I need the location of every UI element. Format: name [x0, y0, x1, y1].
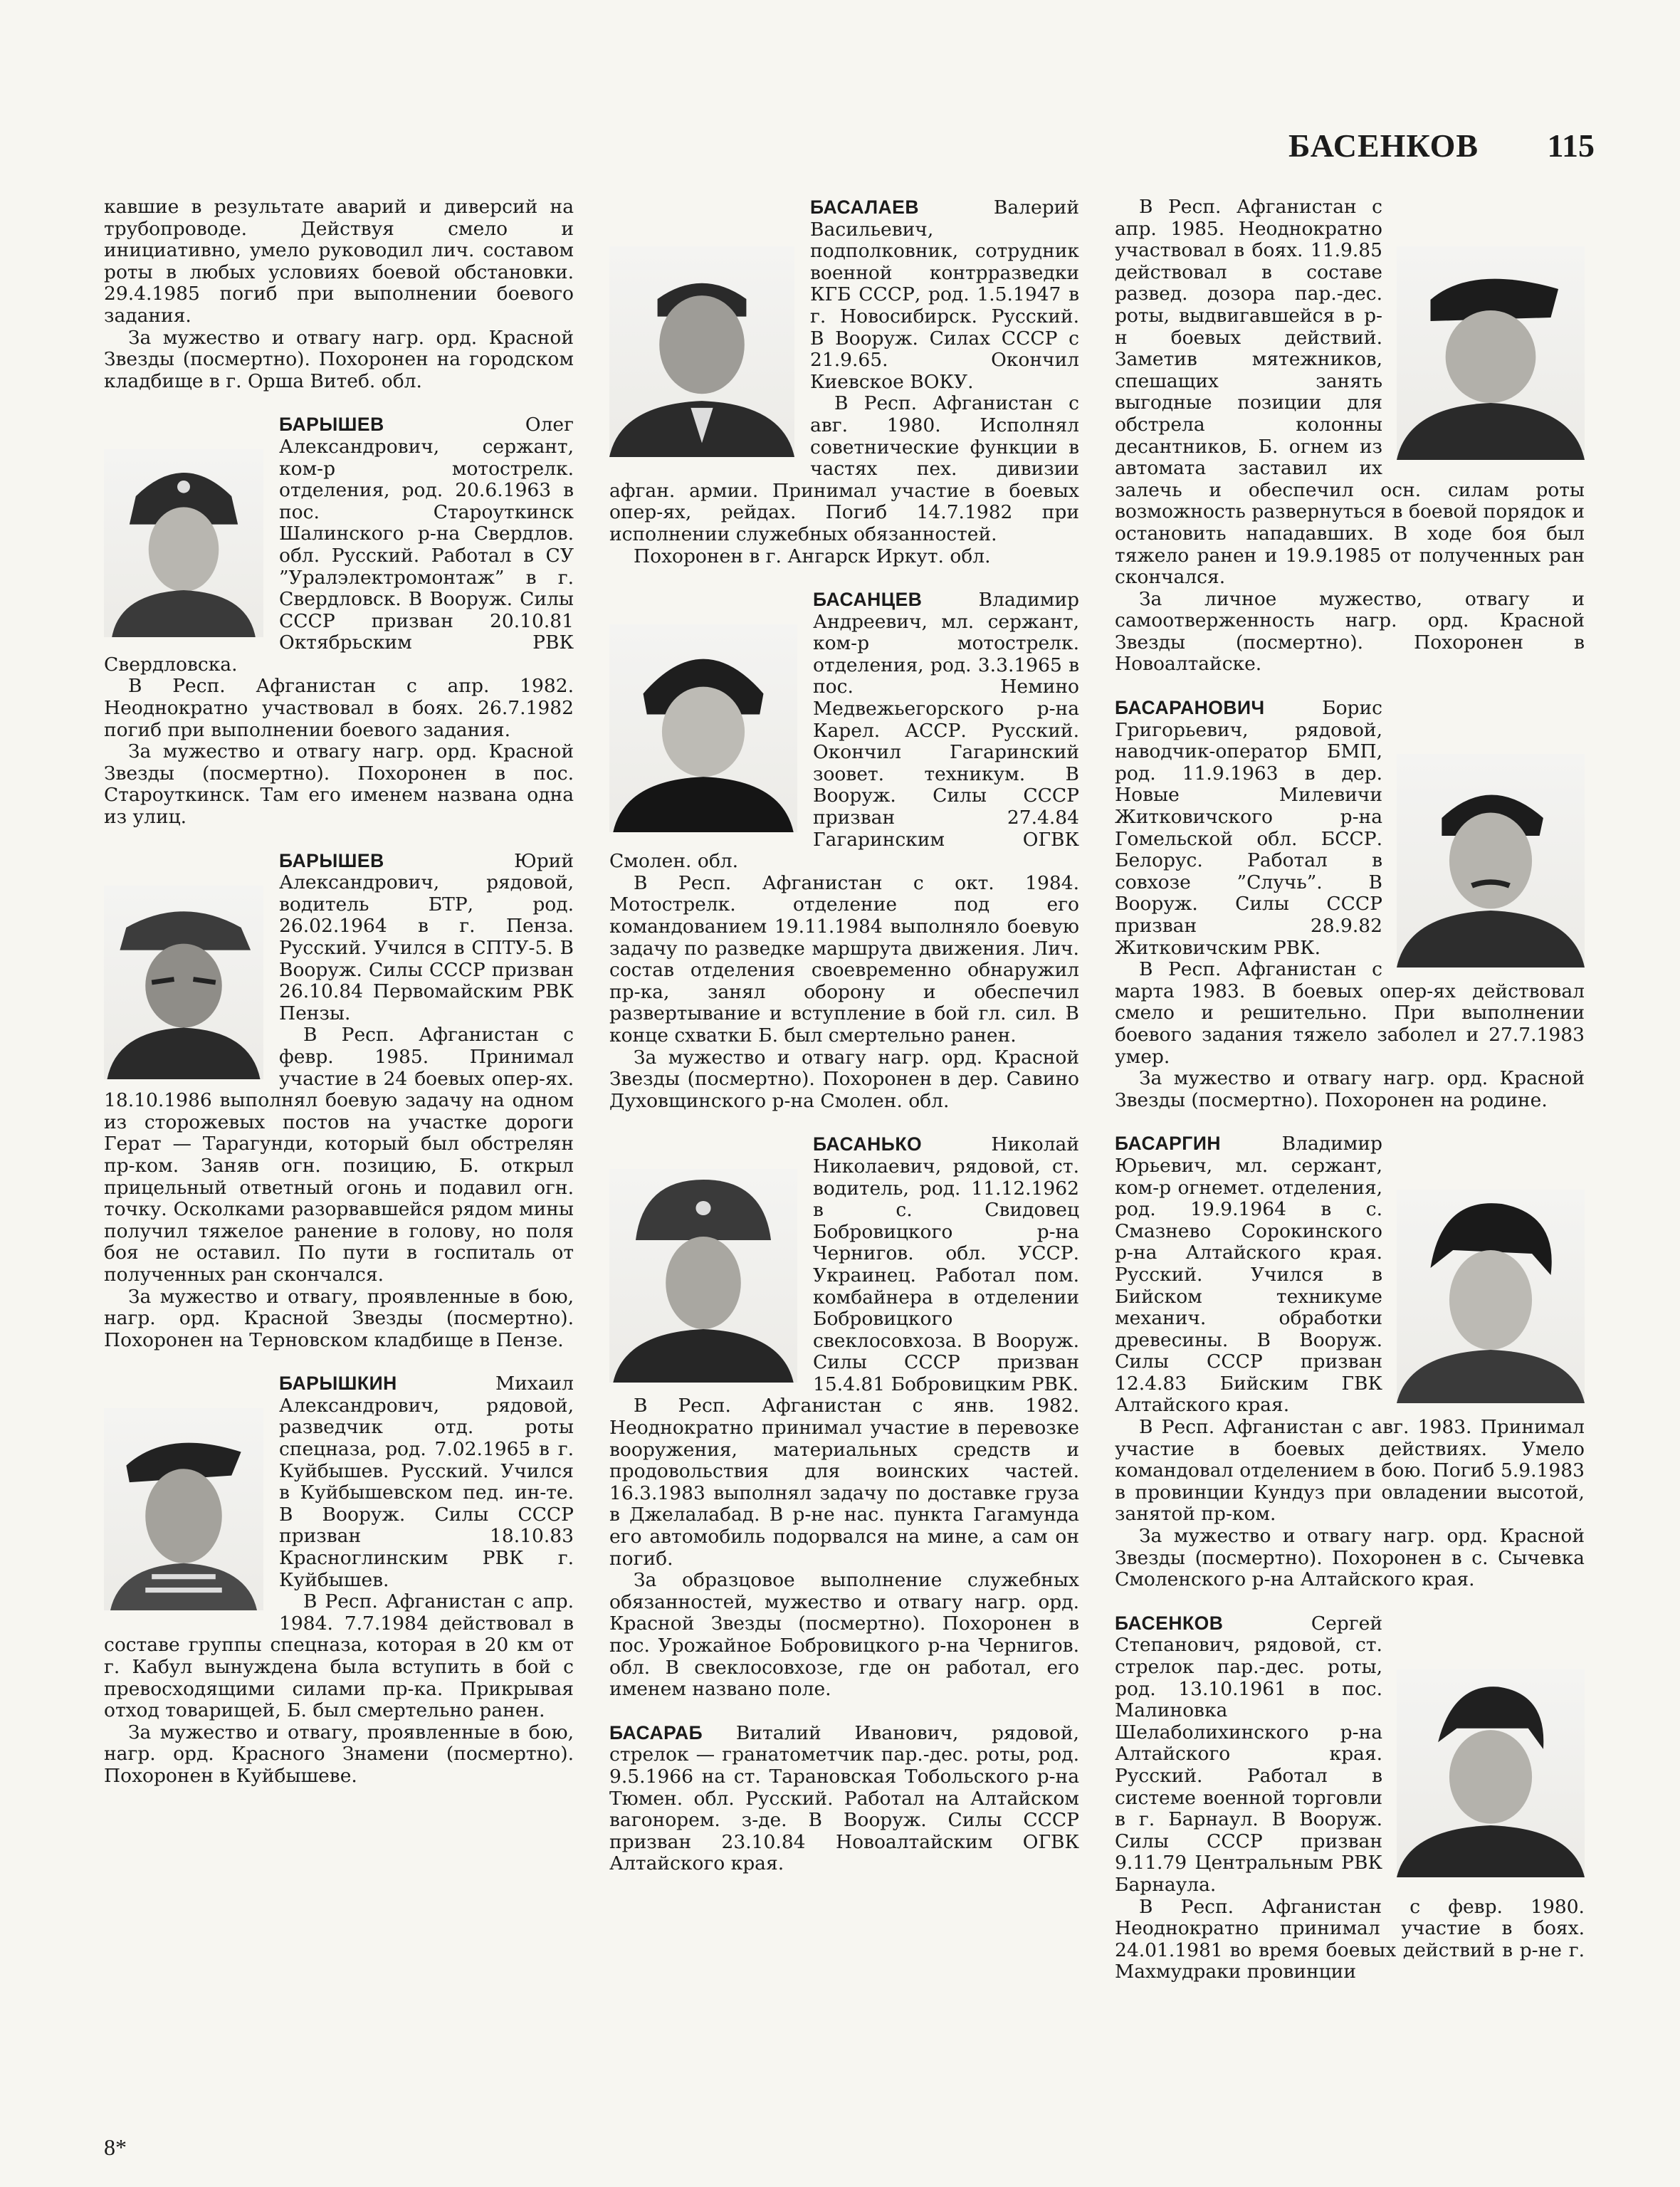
paragraph: В Респ. Афганистан с апр. 1984. 7.7.1984 действовал в составе группы спецназа, которая в 20 км от г. Кабул вынуждена была вступить в бой с превосходящими силами пр-ка. Прикрывая отход товарищей, Б. был смертельно ранен. [104, 1590, 574, 1722]
entry-baryshev-oleg [104, 414, 574, 676]
paragraph: За мужество и отвагу нагр. орд. Красной Звезды (посмертно). Похоронен на родине. [1115, 1067, 1585, 1111]
entry-text: Борис Григорьевич, рядовой, наводчик-оператор БМП, род. 11.9.1963 в дер. Новые Милевичи Житковичского р-на Гомельской обл. БССР. Белорус. Работал в совхозе ”Случь”. В Вооруж. Силы СССР призван 28.9.82 Житковичским РВК. [1115, 697, 1382, 959]
folio-signature: 8* [104, 2134, 127, 2160]
paragraph: Похоронен в г. Ангарск Иркут. обл. [634, 545, 991, 567]
paragraph [1115, 196, 1585, 589]
column-left [104, 196, 574, 1788]
portrait-basaranovich [1397, 754, 1585, 967]
paragraph: В Респ. Афганистан с авг. 1980. Исполнял советнические функции в частях пех. дивизии афган. армии. Принимал участие в боевых опер-ях, рейдах. Погиб 14.7.1982 при исполнении служебных обязанностей. [609, 392, 1079, 545]
paragraph: За мужество и отвагу нагр. орд. Красной Звезды (посмертно). Похоронен в пос. Староуткинск. Там его именем названа одна из улиц. [104, 740, 574, 829]
paragraph: В Респ. Афганистан с февр. 1980. Неоднократно принимал участие в боях. 24.01.1981 во время боевых действий в р-не г. Махмудраки провинции [1115, 1895, 1585, 1983]
column-middle [609, 196, 1079, 1875]
entry-basalaev [609, 196, 1079, 393]
headword: БАРЫШКИН [279, 1373, 397, 1395]
headword: БАРЫШЕВ [279, 849, 384, 871]
paragraph: В Респ. Афганистан с февр. 1985. Принимал участие в 24 боевых опер-ях. 18.10.1986 выполнял боевую задачу на одном из сторожевых постов на участке дороги Герат — Тарагунди, который был обстрелян пр-ком. Заняв огн. позицию, Б. открыл прицельный ответный огонь и подавил огн. точку. Осколками разорвавшейся рядом мины получил тяжелое ранение в голову, но поля боя не оставил. По пути в госпиталь от полученных ран скончался. [104, 1024, 574, 1286]
paragraph: За мужество и отвагу нагр. орд. Красной Звезды (посмертно). Похоронен на городском кладбище в г. Орша Витеб. обл. [104, 326, 574, 392]
paragraph: За личное мужество, отвагу и самоотверженность нагр. орд. Красной Звезды (посмертно). Похоронен в Новоалтайске. [1115, 587, 1585, 676]
headword: БАСЕНКОВ [1115, 1612, 1224, 1634]
entry-basenkov [1115, 1612, 1585, 1897]
paragraph: В Респ. Афганистан с марта 1983. В боевых опер-ях действовал смело и решительно. При выполнении боевого задания тяжело заболел и 27.7.1983 умер. [1115, 958, 1585, 1068]
headword: БАСАНЦЕВ [813, 589, 923, 611]
headword: БАСАРАНОВИЧ [1115, 697, 1265, 719]
entry-text: Сергей Степанович, рядовой, ст. стрелок пар.-дес. роты, род. 13.10.1961 в пос. Малиновка Шелаболихинского р-на Алтайского края. Русский. Работал в системе военной торговли в г. Барнаул. В Вооруж. Силы СССР призван 9.11.79 Центральным РВК Барнаула. [1115, 1612, 1382, 1896]
portrait-basenkov [1397, 1669, 1585, 1877]
entry-baryshkin [104, 1373, 574, 1591]
running-head-title: БАСЕНКОВ [1288, 127, 1479, 164]
portrait-barysh-oleg [104, 449, 263, 637]
portrait-baryshkin [104, 1408, 263, 1610]
column-right [1115, 196, 1585, 1983]
entry-basarab [609, 1722, 1079, 1875]
headword: БАРЫШЕВ [279, 414, 384, 436]
entry-basargin [1115, 1133, 1585, 1417]
entry-text: Михаил Александрович, рядовой, разведчик отд. роты спецназа, род. 7.02.1965 в г. Куйбышев. Русский. Учился в Куйбышевском пед. ин-те. В Вооруж. Силы СССР призван 18.10.83 Красноглинским РВК г. Куйбышев. [279, 1373, 574, 1591]
entry-text: В Респ. Афганистан с апр. 1985. Неоднократно участвовал в боях. 11.9.85 действовал в составе развед. дозора пар.-дес. роты, выдвигавшейся в р-н боевых действий. Заметив мятежников, спешащих занять выгодные позиции для обстрела колонны десантников, Б. огнем из автомата заставил их залечь и обеспечил осн. силам роты возможность развернуться в боевой порядок и остановить нападавших. В ходе боя был тяжело ранен и 19.9.1985 от полученных ран скончался. [1115, 196, 1585, 589]
paragraph: кавшие в результате аварий и диверсий на трубопроводе. Действуя смело и инициативно, умело руководил лич. составом роты в любых условиях боевой обстановки. 29.4.1985 погиб при выполнении боевого задания. [104, 196, 574, 327]
entry-basantsev [609, 589, 1079, 873]
portrait-barysh-yuri [104, 886, 263, 1079]
headword: БАСАЛАЕВ [810, 196, 919, 218]
headword: БАСАРАБ [609, 1721, 703, 1743]
entry-text: Владимир Андреевич, мл. сержант, ком-р мотострелк. отделения, род. 3.3.1965 в пос. Немино Медвежьегорского р-на Карел. АССР. Русский. Окончил Гагаринский зоовет. техникум. В Вооруж. Силы СССР призван 27.4.84 Гагаринским ОГВК Смолен. обл. [609, 589, 1079, 873]
headword: БАСАНЬКО [813, 1133, 923, 1155]
paragraph: В Респ. Афганистан с окт. 1984. Мотострелк. отделение под его командованием 19.11.1984 выполняло боевую задачу по разведке маршрута движения. Лич. состав отделения своевременно обнаружил пр-ка, занял оборону и обеспечил развертывание и вступление в бой гл. сил. В конце схватки Б. был смертельно ранен. [609, 871, 1079, 1047]
entry-text: Виталий Иванович, рядовой, стрелок — гранатометчик пар.-дес. роты, род. 9.5.1966 на ст. Тарановская Тобольского р-на Тюмен. обл. Русский. Работал на Алтайском вагонорем. з-де. В Вооруж. Силы СССР призван 23.10.84 Новоалтайским ОГВК Алтайского края. [609, 1721, 1079, 1875]
entry-text: Юрий Александрович, рядовой, водитель БТР, род. 26.02.1964 в г. Пенза. Русский. Учился в СПТУ-5. В Вооруж. Силы СССР призван 26.10.84 Первомайским РВК Пензы. [279, 849, 574, 1024]
paragraph: В Респ. Афганистан с янв. 1982. Неоднократно принимал участие в перевозке вооружения, материальных средств и продовольствия для воинских частей. 16.3.1983 выполнял задачу по доставке груза в Джелалабад. В р-не нас. пункта Гагамунда его автомобиль подорвался на мине, а сам он погиб. [609, 1395, 1079, 1570]
paragraph: В Респ. Афганистан с апр. 1982. Неоднократно участвовал в боях. 26.7.1982 погиб при выполнении боевого задания. [104, 675, 574, 741]
paragraph: За мужество и отвагу, проявленные в бою, нагр. орд. Красной Звезды (посмертно). Похоронен на Терновском кладбище в Пензе. [104, 1285, 574, 1351]
entry-text: Николай Николаевич, рядовой, ст. водитель, род. 11.12.1962 в с. Свидовец Бобровицкого р-на Чернигов. обл. УССР. Украинец. Работал пом. комбайнера в отделении Бобровицкого свеклосовхоза. В Вооруж. Силы СССР призван 15.4.81 Бобровицким РВК. [813, 1133, 1079, 1395]
paragraph: В Респ. Афганистан с авг. 1983. Принимал участие в боевых действиях. Умело командовал отделением в бою. Погиб 5.9.1983 в провинции Кундуз при овладении высотой, занятой пр-ком. [1115, 1416, 1585, 1526]
entry-baryshev-yuri [104, 850, 574, 1025]
portrait-basarab [1397, 246, 1585, 460]
portrait-basantsev [609, 624, 797, 832]
paragraph: За мужество и отвагу, проявленные в бою, нагр. орд. Красного Знамени (посмертно). Похоронен в Куйбышеве. [104, 1721, 574, 1787]
entry-basanko [609, 1133, 1079, 1395]
entry-text: Валерий Васильевич, подполковник, сотрудник военной контрразведки КГБ СССР, род. 1.5.1947 в г. Новосибирск. Русский. В Вооруж. Силах СССР с 21.9.65. Окончил Киевское ВОКУ. [810, 196, 1079, 393]
paragraph: За мужество и отвагу нагр. орд. Красной Звезды (посмертно). Похоронен в с. Сычевка Смоленского р-на Алтайского края. [1115, 1525, 1585, 1591]
page-number: 115 [1547, 127, 1595, 164]
headword: БАСАРГИН [1115, 1133, 1222, 1155]
entry-text: Олег Александрович, сержант, ком-р мотострелк. отделения, род. 20.6.1963 в пос. Староуткинск Шалинского р-на Свердлов. обл. Русский. Работал в СУ ”Уралэлектромонтаж” в г. Свердловск. В Вооруж. Силы СССР призван 20.10.81 Октябрьским РВК Свердловска. [104, 414, 574, 676]
portrait-basargin [1397, 1190, 1585, 1403]
running-head [1288, 127, 1595, 169]
paragraph: За образцовое выполнение служебных обязанностей, мужество и отвагу нагр. орд. Красной Звезды (посмертно). Похоронен в пос. Урожайное Бобровицкого р-на Чернигов. обл. В свеклосовхозе, где он работал, его именем названо поле. [609, 1569, 1079, 1701]
paragraph: За мужество и отвагу нагр. орд. Красной Звезды (посмертно). Похоронен в дер. Савино Духовщинского р-на Смолен. обл. [609, 1046, 1079, 1112]
entry-text: Владимир Юрьевич, мл. сержант, ком-р огнемет. отделения, род. 19.9.1964 в с. Смазнево Сорокинского р-на Алтайского края. Русский. Учился в Бийском техникуме механич. обработки древесины. В Вооруж. Силы СССР призван 12.4.83 Бийским ГВК Алтайского края. [1115, 1133, 1382, 1417]
entry-basaranovich [1115, 697, 1585, 959]
portrait-basalaev [609, 246, 794, 457]
portrait-basanko [609, 1169, 797, 1383]
